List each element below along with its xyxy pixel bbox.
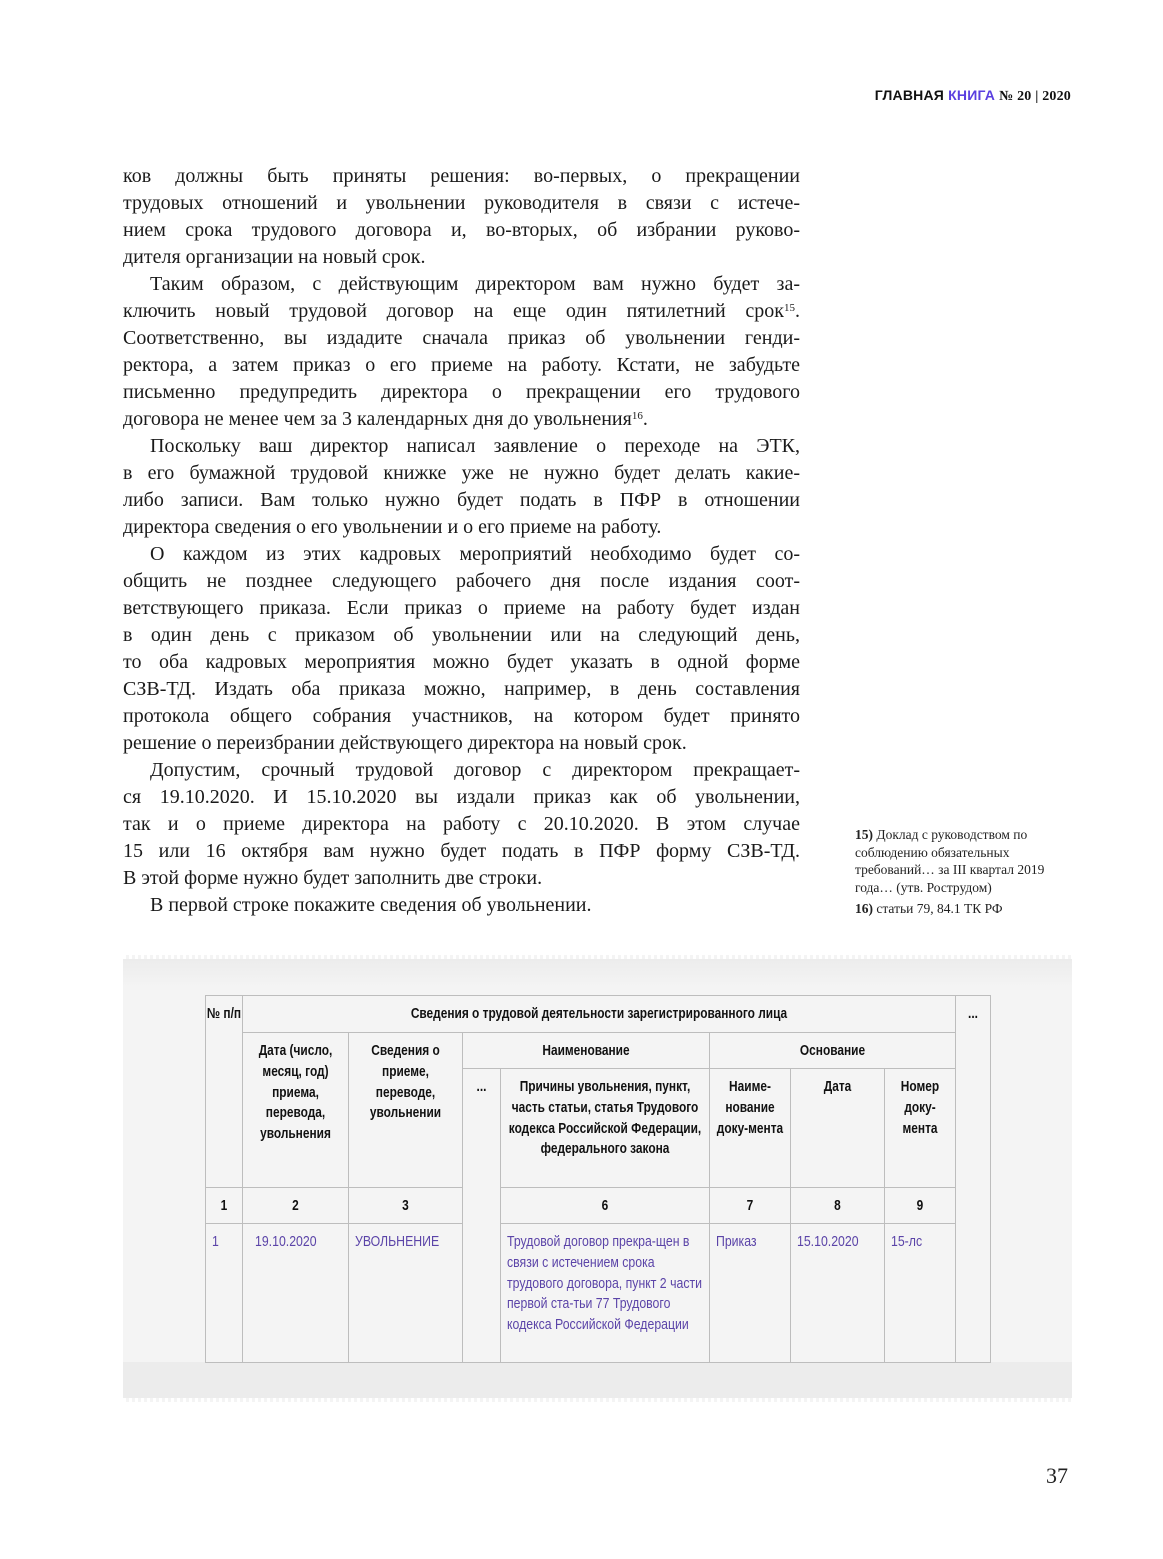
- column-number-3: [348, 1187, 463, 1224]
- text-line-content: Таким образом, с действующим директором вам нужно будет за-: [150, 273, 800, 295]
- header-col-reasons: [500, 1068, 710, 1188]
- footnote-number: 16): [855, 901, 873, 916]
- text-line: [123, 811, 800, 838]
- header-issue: № 20 | 2020: [999, 89, 1071, 104]
- text-line-content: общить не позднее следующего рабочего дня после издания соот-: [123, 570, 800, 592]
- text-line-content: СЗВ-ТД. Издать оба приказа можно, например, в день составления: [123, 678, 800, 700]
- article-body: [123, 163, 800, 919]
- page-number: 37: [1046, 1463, 1068, 1488]
- text-line-content: В первой строке покажите сведения об увольнении.: [150, 894, 592, 916]
- column-number-9: [884, 1187, 956, 1224]
- text-line: [123, 703, 800, 730]
- column-number-7: [709, 1187, 791, 1224]
- header-group-basis-text: Основание: [799, 1043, 866, 1059]
- text-line: [123, 433, 800, 460]
- text-line: [123, 379, 800, 406]
- cell-text: Трудовой договор прекра-щен в связи с истечением срока трудового договора, пункт 2 части первой ста-тьи 77 Трудового кодекса Российской Федерации: [507, 1233, 702, 1334]
- text-line-content: ветствующего приказа. Если приказ о приеме на работу будет издан: [123, 597, 800, 619]
- header-col-docname-text: Наиме-нование доку-мента: [716, 1079, 784, 1137]
- column-number-text: 3: [402, 1198, 409, 1214]
- text-line-content: так и о приеме директора на работу с 20.10.2020. В этом случае: [123, 813, 800, 835]
- text-line: [123, 730, 800, 757]
- column-number-1: [205, 1187, 243, 1224]
- text-line: [123, 325, 800, 352]
- text-line: [123, 514, 800, 541]
- punctuation: .: [642, 408, 648, 430]
- text-line-content: трудовых отношений и увольнении руководителя в связи с истече-: [123, 192, 800, 214]
- text-line-content: Соответственно, вы издадите сначала приказ об увольнении генди-: [123, 327, 800, 349]
- text-line-content: Допустим, срочный трудовой договор с директором прекращает-: [150, 759, 800, 781]
- text-line-content: нием срока трудового договора и, во-вторых, об избрании руково-: [123, 219, 800, 241]
- footnote-16: [855, 900, 1070, 918]
- text-line: [123, 271, 800, 298]
- cell-reason: [500, 1223, 710, 1363]
- text-line-content: письменно предупредить директора о прекращении его трудового: [123, 381, 800, 403]
- text-line: [123, 163, 800, 190]
- column-number-text: 8: [834, 1198, 841, 1214]
- text-line-content: 15 или 16 октября вам нужно будет подать в ПФР форму СЗВ-ТД.: [123, 840, 800, 862]
- header-ellipsis-right: [955, 995, 991, 1363]
- header-col-docdate: [790, 1068, 885, 1188]
- text-line-content: ков должны быть приняты решения: во-первых, о прекращении: [123, 165, 800, 187]
- text-line: [123, 541, 800, 568]
- header-col-docnum: [884, 1068, 956, 1188]
- cell-text: 15-лс: [891, 1233, 923, 1250]
- text-line: [123, 676, 800, 703]
- header-group-name: [462, 1032, 710, 1069]
- text-line: [123, 190, 800, 217]
- text-line: [123, 838, 800, 865]
- text-line: [123, 568, 800, 595]
- footnote-number: 15): [855, 827, 873, 842]
- cell-docdate: [790, 1223, 885, 1363]
- text-line: [123, 244, 800, 271]
- text-line-content: В этой форме нужно будет заполнить две строки.: [123, 867, 543, 889]
- cell-text: 1: [212, 1233, 219, 1250]
- cell-docname: [709, 1223, 791, 1363]
- text-line-content: решение о переизбрании действующего директора на новый срок.: [123, 732, 687, 754]
- header-col-docnum-text: Номер доку-мента: [900, 1079, 940, 1137]
- text-line-content: директора сведения о его увольнении и о его приеме на работу.: [123, 516, 662, 538]
- footnote-15: [855, 826, 1070, 896]
- header-col-date-text: Дата (число, месяц, год) приема, перевода, увольнения: [258, 1043, 333, 1143]
- cell-docnum: [884, 1223, 956, 1363]
- text-line: [123, 406, 800, 433]
- ellipsis-text: ...: [476, 1079, 487, 1095]
- text-line: [123, 595, 800, 622]
- header-group-title-text: Сведения о трудовой деятельности зарегистрированного лица: [410, 1006, 788, 1022]
- column-number-text: 7: [746, 1198, 754, 1214]
- text-line: [123, 298, 800, 325]
- cell-info: [348, 1223, 463, 1363]
- column-number-text: 2: [292, 1198, 299, 1214]
- text-line-content: ключить новый трудовой договор на еще один пятилетний срок: [123, 300, 784, 322]
- column-number-2: [242, 1187, 349, 1224]
- column-number-8: [790, 1187, 885, 1224]
- running-header: [875, 87, 1071, 105]
- text-line: [123, 217, 800, 244]
- text-line-content: в его бумажной трудовой книжке уже не нужно будет делать какие-: [123, 462, 800, 484]
- header-col-info: [348, 1032, 463, 1188]
- footnote-reference[interactable]: 16: [631, 410, 643, 422]
- text-line: [123, 460, 800, 487]
- footnote-text: статьи 79, 84.1 ТК РФ: [876, 901, 1003, 916]
- text-line: [123, 622, 800, 649]
- text-line-content: Поскольку ваш директор написал заявление о переходе на ЭТК,: [150, 435, 800, 457]
- punctuation: .: [795, 300, 800, 322]
- text-line: [123, 865, 800, 892]
- text-line: [123, 892, 800, 919]
- column-number-text: 6: [601, 1198, 609, 1214]
- header-brand: КНИГА: [948, 87, 996, 103]
- column-number-6: [500, 1187, 710, 1224]
- text-line-content: протокола общего собрания участников, на котором будет принято: [123, 705, 800, 727]
- text-line-content: дителя организации на новый срок.: [123, 246, 426, 268]
- cell-text: Приказ: [716, 1233, 757, 1250]
- text-line-content: ректора, а затем приказ о его приеме на работу. Кстати, не забудьте: [123, 354, 800, 376]
- text-line-content: О каждом из этих кадровых мероприятий необходимо будет со-: [150, 543, 800, 565]
- footnotes: [855, 826, 1070, 918]
- header-group-basis: [709, 1032, 956, 1069]
- header-col-docname: [709, 1068, 791, 1188]
- text-line-content: то оба кадровых мероприятия можно будет указать в одной форме: [123, 651, 800, 673]
- text-line: [123, 352, 800, 379]
- header-group-title: [242, 995, 956, 1033]
- cell-row-number: [205, 1223, 243, 1363]
- header-col-number-text: № п/п: [206, 1006, 242, 1022]
- text-line-content: либо записи. Вам только нужно будет подать в ПФР в отношении: [123, 489, 800, 511]
- text-line: [123, 487, 800, 514]
- cell-text: УВОЛЬНЕНИЕ: [355, 1233, 440, 1250]
- header-col-number: [205, 995, 243, 1188]
- header-col-reasons-text: Причины увольнения, пункт, часть статьи, статья Трудового кодекса Российской Федерации, федерального закона: [508, 1079, 702, 1158]
- text-line-content: в один день с приказом об увольнении или на следующий день,: [123, 624, 800, 646]
- ellipsis-text: ...: [968, 1006, 978, 1022]
- header-group-name-text: Наименование: [542, 1043, 630, 1059]
- header-ellipsis-middle: [462, 1068, 501, 1363]
- cell-text: 15.10.2020: [797, 1233, 859, 1250]
- column-number-text: 1: [220, 1198, 228, 1214]
- text-line: [123, 784, 800, 811]
- cell-text: 19.10.2020: [255, 1233, 317, 1250]
- text-line: [123, 757, 800, 784]
- cell-date: [242, 1223, 349, 1363]
- header-title: ГЛАВНАЯ: [874, 87, 945, 103]
- text-line-content: договора не менее чем за 3 календарных дня до увольнения: [123, 408, 632, 430]
- text-line-content: ся 19.10.2020. И 15.10.2020 вы издали приказ как об увольнении,: [123, 786, 800, 808]
- column-number-text: 9: [916, 1198, 924, 1214]
- text-line: [123, 649, 800, 676]
- header-col-docdate-text: Дата: [823, 1079, 852, 1095]
- header-col-info-text: Сведения о приеме, переводе, увольнении: [369, 1043, 442, 1122]
- footnote-reference[interactable]: 15: [784, 302, 795, 314]
- footnote-text: Доклад с руководством по соблюдению обязательных требований… за III квартал 2019 года… (утв. Рострудом): [855, 827, 1045, 895]
- header-col-date: [242, 1032, 349, 1188]
